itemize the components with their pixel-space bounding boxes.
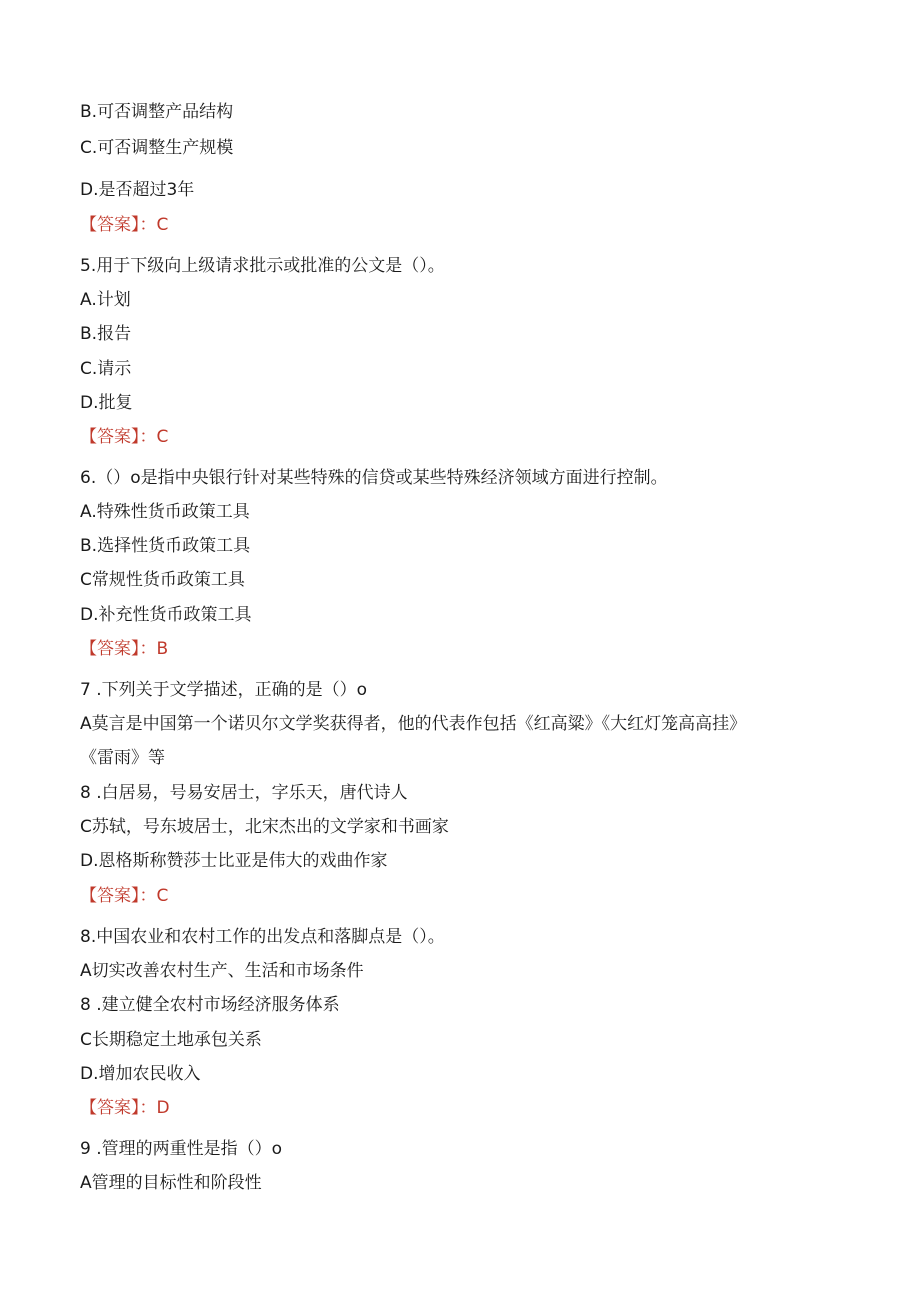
answer-line: 【答案】：C xyxy=(80,215,169,235)
question-line: 7 .下列关于文学描述，正确的是（）o xyxy=(80,680,368,700)
option-line: A莫言是中国第一个诺贝尔文学奖获得者，他的代表作包括《红高粱》《大红灯笼高高挂》 xyxy=(80,714,747,734)
option-line: B.报告 xyxy=(80,324,132,344)
option-line: B.可否调整产品结构 xyxy=(80,102,234,122)
option-line: 8 .建立健全农村市场经济服务体系 xyxy=(80,995,340,1015)
option-line: C苏轼，号东坡居士，北宋杰出的文学家和书画家 xyxy=(80,817,449,837)
option-line: D.批复 xyxy=(80,393,133,413)
question-line: 9 .管理的两重性是指（）o xyxy=(80,1139,283,1159)
option-line: C.请示 xyxy=(80,359,132,379)
option-line: C常规性货币政策工具 xyxy=(80,570,245,590)
option-line: D.增加农民收入 xyxy=(80,1064,201,1084)
question-line: 5.用于下级向上级请求批示或批准的公文是（）。 xyxy=(80,256,445,276)
answer-line: 【答案】：D xyxy=(80,1098,170,1118)
option-line: D.是否超过3年 xyxy=(80,180,195,200)
option-line: 8 .白居易，号易安居士，字乐天，唐代诗人 xyxy=(80,783,408,803)
option-line: 《雷雨》等 xyxy=(80,748,165,768)
answer-line: 【答案】：C xyxy=(80,886,169,906)
answer-line: 【答案】：B xyxy=(80,639,169,659)
option-line: A.计划 xyxy=(80,290,131,310)
option-line: C.可否调整生产规模 xyxy=(80,138,234,158)
option-line: B.选择性货币政策工具 xyxy=(80,536,251,556)
option-line: C长期稳定土地承包关系 xyxy=(80,1030,262,1050)
option-line: D.恩格斯称赞莎士比亚是伟大的戏曲作家 xyxy=(80,851,388,871)
question-line: 8.中国农业和农村工作的出发点和落脚点是（）。 xyxy=(80,927,445,947)
option-line: A.特殊性货币政策工具 xyxy=(80,502,250,522)
option-line: D.补充性货币政策工具 xyxy=(80,605,252,625)
option-line: A切实改善农村生产、生活和市场条件 xyxy=(80,961,364,981)
answer-line: 【答案】：C xyxy=(80,427,169,447)
question-line: 6.（）o是指中央银行针对某些特殊的信贷或某些特殊经济领域方面进行控制。 xyxy=(80,468,668,488)
option-line: A管理的目标性和阶段性 xyxy=(80,1173,262,1193)
